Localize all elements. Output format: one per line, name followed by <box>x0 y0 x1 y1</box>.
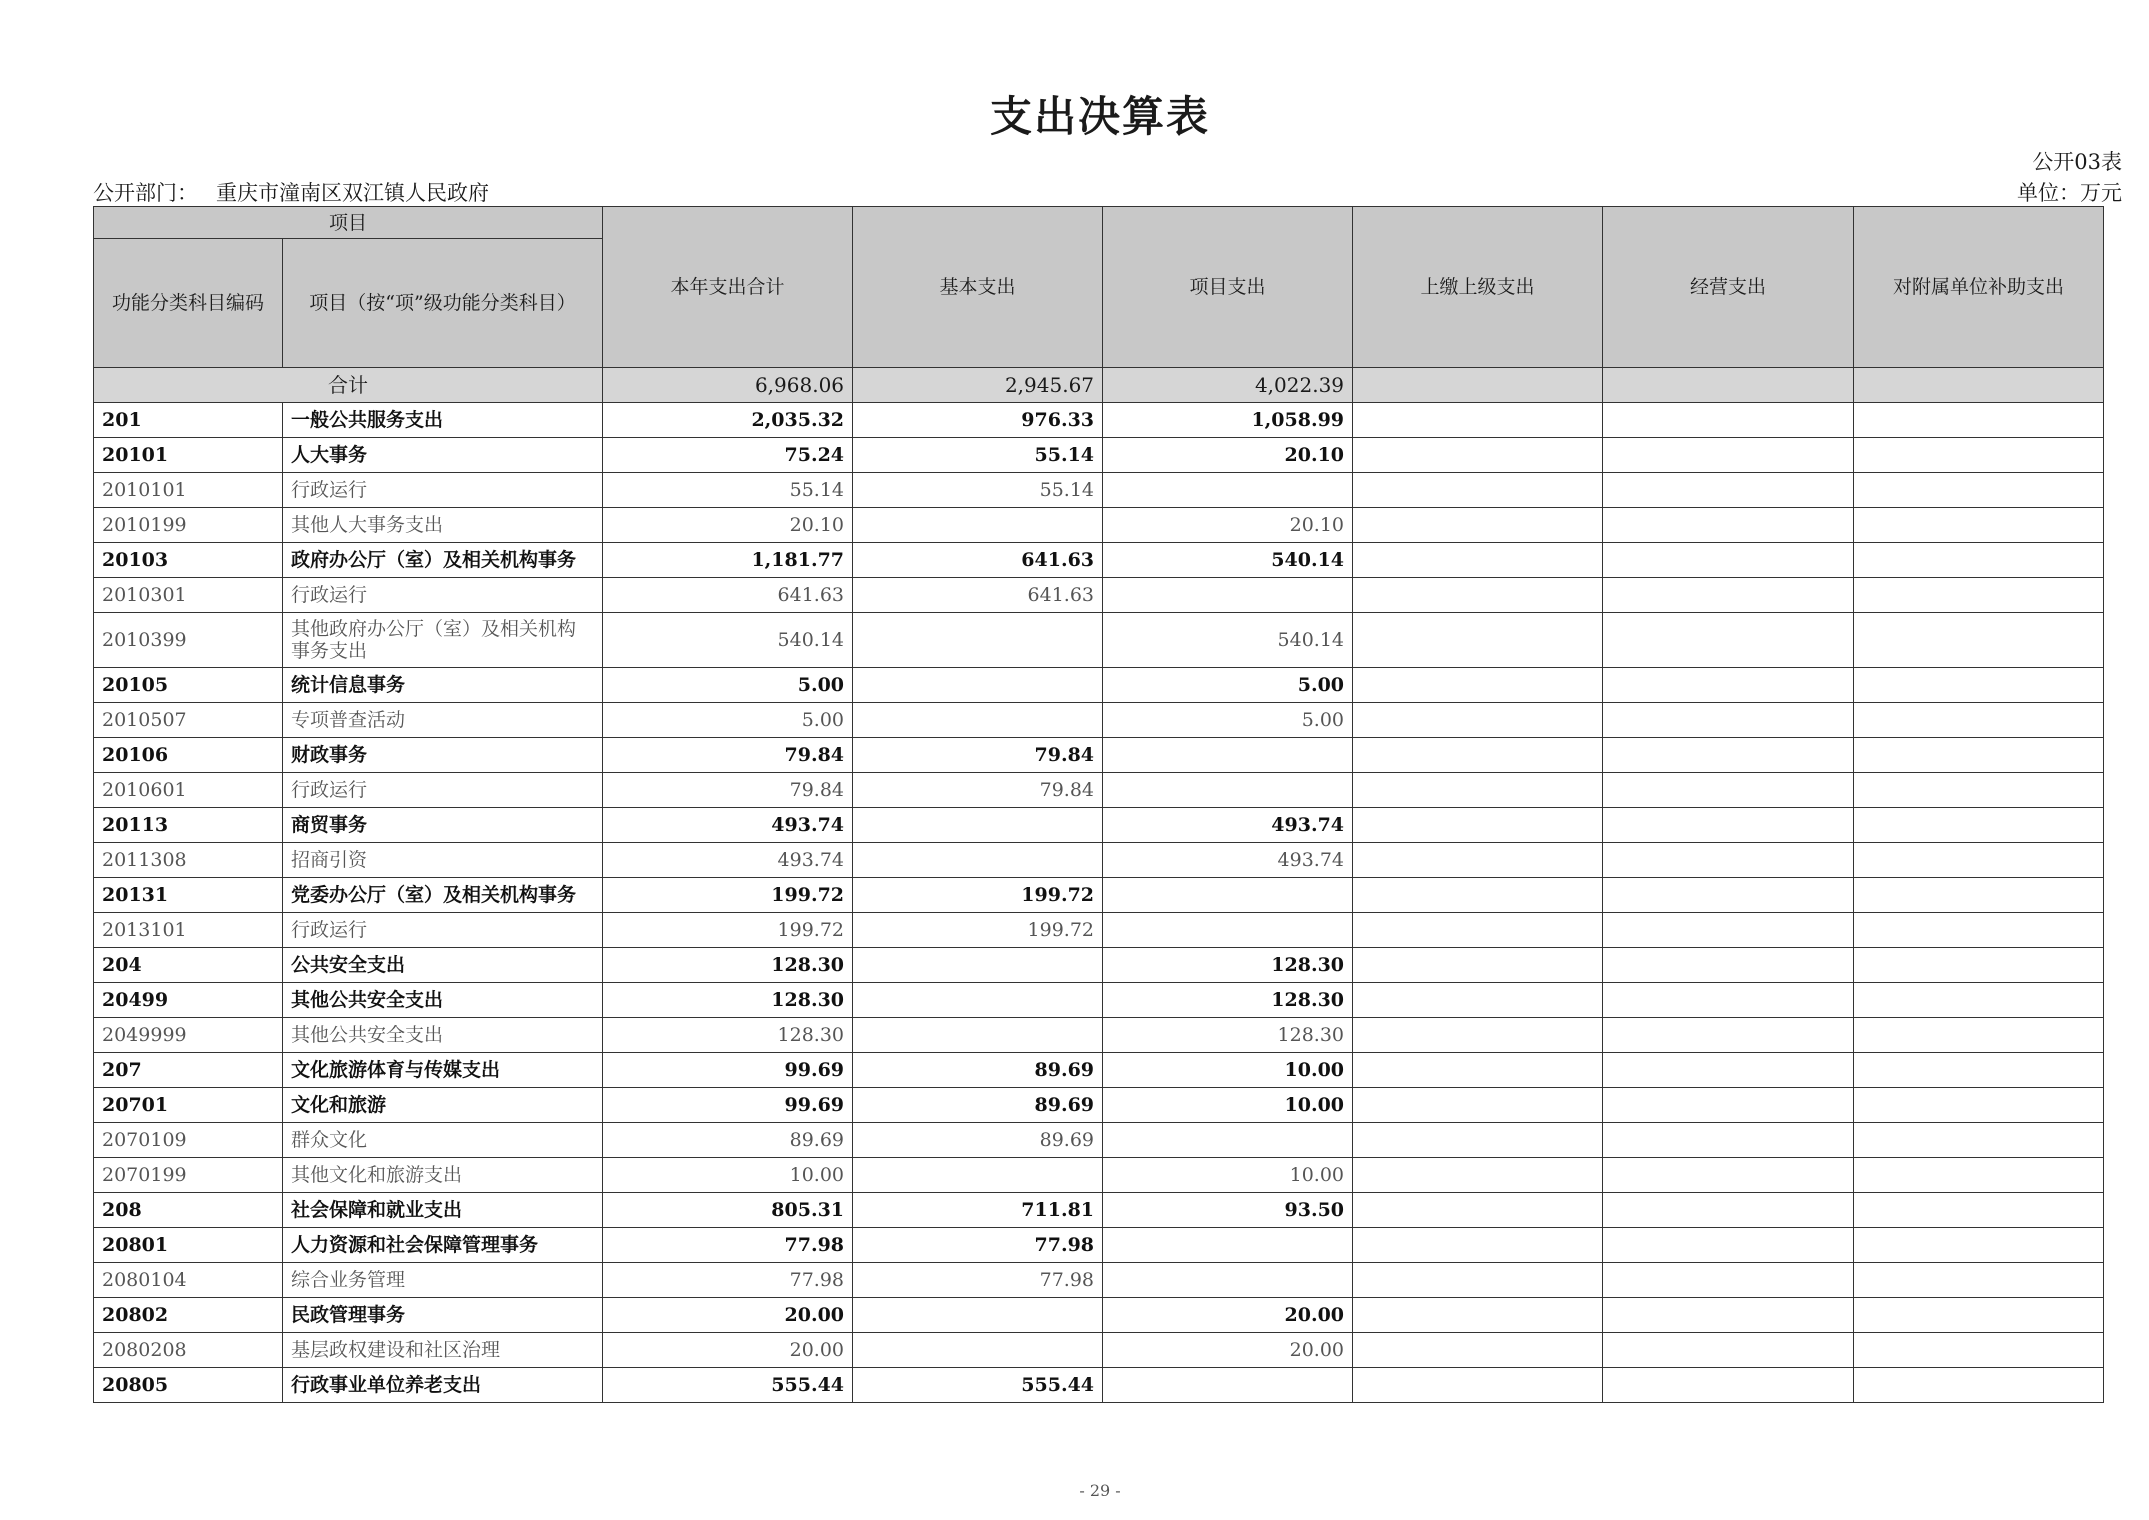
header-subsidy: 对附属单位补助支出 <box>1854 207 2104 368</box>
row-name: 党委办公厅（室）及相关机构事务 <box>283 878 603 913</box>
row-code: 20131 <box>94 878 283 913</box>
row-subsidy <box>1854 913 2104 948</box>
row-project: 10.00 <box>1103 1088 1353 1123</box>
row-business <box>1603 543 1854 578</box>
table-row <box>94 983 2104 1018</box>
row-project <box>1103 913 1353 948</box>
row-business <box>1603 1263 1854 1298</box>
row-business <box>1603 703 1854 738</box>
row-subsidy <box>1854 438 2104 473</box>
row-subsidy <box>1854 1193 2104 1228</box>
department-label: 公开部门： <box>93 181 198 205</box>
row-total: 128.30 <box>603 1018 853 1053</box>
form-number: 公开03表 <box>2032 150 2122 174</box>
row-business <box>1603 878 1854 913</box>
table-row <box>94 403 2104 438</box>
row-basic: 555.44 <box>853 1368 1103 1403</box>
row-name: 群众文化 <box>283 1123 603 1158</box>
row-name: 招商引资 <box>283 843 603 878</box>
row-name: 其他文化和旅游支出 <box>283 1158 603 1193</box>
row-subsidy <box>1854 403 2104 438</box>
row-code: 20499 <box>94 983 283 1018</box>
row-total: 540.14 <box>603 613 853 668</box>
row-basic: 711.81 <box>853 1193 1103 1228</box>
row-business <box>1603 738 1854 773</box>
row-total: 5.00 <box>603 668 853 703</box>
total-business <box>1603 368 1854 403</box>
table-row <box>94 703 2104 738</box>
row-business <box>1603 1158 1854 1193</box>
row-subsidy <box>1854 508 2104 543</box>
total-upper <box>1353 368 1603 403</box>
row-basic: 79.84 <box>853 738 1103 773</box>
table-row <box>94 1053 2104 1088</box>
row-total: 555.44 <box>603 1368 853 1403</box>
row-subsidy <box>1854 948 2104 983</box>
row-total: 805.31 <box>603 1193 853 1228</box>
row-basic <box>853 703 1103 738</box>
row-name: 行政运行 <box>283 473 603 508</box>
table-row <box>94 773 2104 808</box>
row-name: 商贸事务 <box>283 808 603 843</box>
row-total: 128.30 <box>603 983 853 1018</box>
total-project: 4,022.39 <box>1103 368 1353 403</box>
row-basic <box>853 808 1103 843</box>
row-basic: 89.69 <box>853 1053 1103 1088</box>
row-total: 199.72 <box>603 913 853 948</box>
row-name: 专项普查活动 <box>283 703 603 738</box>
header-business: 经营支出 <box>1603 207 1854 368</box>
row-name: 其他公共安全支出 <box>283 1018 603 1053</box>
row-basic: 77.98 <box>853 1263 1103 1298</box>
row-business <box>1603 1193 1854 1228</box>
row-project <box>1103 473 1353 508</box>
table-row <box>94 1228 2104 1263</box>
row-upper <box>1353 1193 1603 1228</box>
row-total: 10.00 <box>603 1158 853 1193</box>
row-name: 行政运行 <box>283 578 603 613</box>
total-row <box>94 368 2104 403</box>
row-name: 文化旅游体育与传媒支出 <box>283 1053 603 1088</box>
row-subsidy <box>1854 578 2104 613</box>
row-basic <box>853 1018 1103 1053</box>
row-upper <box>1353 1298 1603 1333</box>
row-basic: 641.63 <box>853 578 1103 613</box>
row-upper <box>1353 983 1603 1018</box>
row-total: 1,181.77 <box>603 543 853 578</box>
row-code: 2013101 <box>94 913 283 948</box>
row-business <box>1603 913 1854 948</box>
row-upper <box>1353 1333 1603 1368</box>
table-row <box>94 1193 2104 1228</box>
header-project: 项目支出 <box>1103 207 1353 368</box>
table-row <box>94 1123 2104 1158</box>
row-code: 2010101 <box>94 473 283 508</box>
row-code: 20105 <box>94 668 283 703</box>
table-row <box>94 543 2104 578</box>
row-business <box>1603 1368 1854 1403</box>
row-basic <box>853 668 1103 703</box>
department-line <box>93 177 489 207</box>
row-code: 2070109 <box>94 1123 283 1158</box>
header-upper: 上缴上级支出 <box>1353 207 1603 368</box>
row-subsidy <box>1854 1263 2104 1298</box>
total-basic: 2,945.67 <box>853 368 1103 403</box>
row-total: 79.84 <box>603 738 853 773</box>
row-basic <box>853 983 1103 1018</box>
row-subsidy <box>1854 1088 2104 1123</box>
row-basic: 89.69 <box>853 1088 1103 1123</box>
row-project: 20.00 <box>1103 1333 1353 1368</box>
row-upper <box>1353 703 1603 738</box>
row-name: 其他政府办公厅（室）及相关机构事务支出 <box>283 613 603 668</box>
row-total: 5.00 <box>603 703 853 738</box>
row-code: 207 <box>94 1053 283 1088</box>
total-amount: 6,968.06 <box>603 368 853 403</box>
row-business <box>1603 508 1854 543</box>
row-project: 5.00 <box>1103 668 1353 703</box>
department-name: 重庆市潼南区双江镇人民政府 <box>216 181 489 205</box>
row-business <box>1603 578 1854 613</box>
row-total: 128.30 <box>603 948 853 983</box>
row-upper <box>1353 1123 1603 1158</box>
row-upper <box>1353 738 1603 773</box>
row-upper <box>1353 1088 1603 1123</box>
row-code: 20113 <box>94 808 283 843</box>
row-name: 政府办公厅（室）及相关机构事务 <box>283 543 603 578</box>
row-total: 2,035.32 <box>603 403 853 438</box>
row-basic: 77.98 <box>853 1228 1103 1263</box>
row-basic: 55.14 <box>853 438 1103 473</box>
row-upper <box>1353 668 1603 703</box>
row-code: 204 <box>94 948 283 983</box>
row-upper <box>1353 948 1603 983</box>
row-name: 综合业务管理 <box>283 1263 603 1298</box>
header-total: 本年支出合计 <box>603 207 853 368</box>
row-subsidy <box>1854 878 2104 913</box>
row-project: 93.50 <box>1103 1193 1353 1228</box>
table-row <box>94 613 2104 668</box>
row-subsidy <box>1854 613 2104 668</box>
row-total: 77.98 <box>603 1263 853 1298</box>
table-row <box>94 1158 2104 1193</box>
row-project: 5.00 <box>1103 703 1353 738</box>
row-basic: 199.72 <box>853 878 1103 913</box>
table-row <box>94 1298 2104 1333</box>
row-basic <box>853 613 1103 668</box>
row-upper <box>1353 613 1603 668</box>
table-row <box>94 1333 2104 1368</box>
row-total: 641.63 <box>603 578 853 613</box>
row-name: 行政运行 <box>283 913 603 948</box>
row-upper <box>1353 473 1603 508</box>
row-business <box>1603 983 1854 1018</box>
table-row <box>94 843 2104 878</box>
row-code: 2010199 <box>94 508 283 543</box>
row-project <box>1103 878 1353 913</box>
row-code: 201 <box>94 403 283 438</box>
row-project: 10.00 <box>1103 1158 1353 1193</box>
row-business <box>1603 1123 1854 1158</box>
row-upper <box>1353 1263 1603 1298</box>
row-project: 128.30 <box>1103 1018 1353 1053</box>
header-name: 项目（按“项”级功能分类科目） <box>283 239 603 368</box>
row-total: 199.72 <box>603 878 853 913</box>
row-name: 财政事务 <box>283 738 603 773</box>
table-row <box>94 1018 2104 1053</box>
table-row <box>94 508 2104 543</box>
row-code: 20802 <box>94 1298 283 1333</box>
row-total: 75.24 <box>603 438 853 473</box>
table-row <box>94 1088 2104 1123</box>
row-business <box>1603 1298 1854 1333</box>
row-upper <box>1353 773 1603 808</box>
row-subsidy <box>1854 1368 2104 1403</box>
row-subsidy <box>1854 1298 2104 1333</box>
row-project <box>1103 773 1353 808</box>
row-upper <box>1353 913 1603 948</box>
row-code: 2049999 <box>94 1018 283 1053</box>
header-basic: 基本支出 <box>853 207 1103 368</box>
row-name: 人大事务 <box>283 438 603 473</box>
row-business <box>1603 1088 1854 1123</box>
row-basic: 89.69 <box>853 1123 1103 1158</box>
row-project <box>1103 1368 1353 1403</box>
row-basic: 199.72 <box>853 913 1103 948</box>
row-business <box>1603 1053 1854 1088</box>
row-basic <box>853 1298 1103 1333</box>
table-row <box>94 913 2104 948</box>
header-item-group: 项目 <box>94 207 603 239</box>
row-total: 20.00 <box>603 1298 853 1333</box>
row-business <box>1603 948 1854 983</box>
total-subsidy <box>1854 368 2104 403</box>
row-total: 20.00 <box>603 1333 853 1368</box>
unit-label: 单位：万元 <box>2017 181 2122 205</box>
row-project: 1,058.99 <box>1103 403 1353 438</box>
row-business <box>1603 668 1854 703</box>
row-upper <box>1353 1018 1603 1053</box>
row-upper <box>1353 1053 1603 1088</box>
row-subsidy <box>1854 983 2104 1018</box>
row-upper <box>1353 878 1603 913</box>
row-subsidy <box>1854 1333 2104 1368</box>
row-upper <box>1353 1158 1603 1193</box>
row-subsidy <box>1854 1123 2104 1158</box>
row-basic <box>853 843 1103 878</box>
row-business <box>1603 1018 1854 1053</box>
row-name: 社会保障和就业支出 <box>283 1193 603 1228</box>
row-business <box>1603 613 1854 668</box>
row-project <box>1103 578 1353 613</box>
row-subsidy <box>1854 1228 2104 1263</box>
table-row <box>94 878 2104 913</box>
row-name: 其他人大事务支出 <box>283 508 603 543</box>
row-subsidy <box>1854 703 2104 738</box>
row-project: 540.14 <box>1103 613 1353 668</box>
row-project: 20.10 <box>1103 438 1353 473</box>
row-code: 20101 <box>94 438 283 473</box>
row-code: 2080104 <box>94 1263 283 1298</box>
row-code: 2070199 <box>94 1158 283 1193</box>
row-project: 10.00 <box>1103 1053 1353 1088</box>
row-project <box>1103 738 1353 773</box>
table-row <box>94 808 2104 843</box>
row-total: 99.69 <box>603 1053 853 1088</box>
row-project <box>1103 1263 1353 1298</box>
row-name: 民政管理事务 <box>283 1298 603 1333</box>
row-total: 55.14 <box>603 473 853 508</box>
row-name: 人力资源和社会保障管理事务 <box>283 1228 603 1263</box>
row-basic <box>853 948 1103 983</box>
row-project: 493.74 <box>1103 808 1353 843</box>
row-code: 20103 <box>94 543 283 578</box>
row-code: 2080208 <box>94 1333 283 1368</box>
row-basic: 641.63 <box>853 543 1103 578</box>
row-basic: 976.33 <box>853 403 1103 438</box>
row-subsidy <box>1854 738 2104 773</box>
row-basic: 55.14 <box>853 473 1103 508</box>
row-upper <box>1353 508 1603 543</box>
row-upper <box>1353 403 1603 438</box>
row-code: 20805 <box>94 1368 283 1403</box>
row-subsidy <box>1854 1053 2104 1088</box>
row-subsidy <box>1854 543 2104 578</box>
row-business <box>1603 438 1854 473</box>
row-name: 公共安全支出 <box>283 948 603 983</box>
row-name: 统计信息事务 <box>283 668 603 703</box>
row-business <box>1603 773 1854 808</box>
table-row <box>94 578 2104 613</box>
row-project: 128.30 <box>1103 983 1353 1018</box>
row-name: 基层政权建设和社区治理 <box>283 1333 603 1368</box>
row-total: 99.69 <box>603 1088 853 1123</box>
row-code: 20701 <box>94 1088 283 1123</box>
row-project <box>1103 1228 1353 1263</box>
row-business <box>1603 403 1854 438</box>
table-row <box>94 668 2104 703</box>
row-subsidy <box>1854 668 2104 703</box>
row-total: 79.84 <box>603 773 853 808</box>
row-subsidy <box>1854 808 2104 843</box>
row-total: 493.74 <box>603 843 853 878</box>
row-upper <box>1353 1368 1603 1403</box>
row-code: 2010301 <box>94 578 283 613</box>
row-total: 20.10 <box>603 508 853 543</box>
row-business <box>1603 1333 1854 1368</box>
table-row <box>94 1368 2104 1403</box>
row-code: 2010601 <box>94 773 283 808</box>
row-basic <box>853 508 1103 543</box>
row-basic: 79.84 <box>853 773 1103 808</box>
table-row <box>94 738 2104 773</box>
expenditure-table <box>93 206 2104 1403</box>
row-business <box>1603 808 1854 843</box>
row-total: 493.74 <box>603 808 853 843</box>
row-code: 20801 <box>94 1228 283 1263</box>
row-total: 77.98 <box>603 1228 853 1263</box>
row-project <box>1103 1123 1353 1158</box>
row-code: 20106 <box>94 738 283 773</box>
row-name: 一般公共服务支出 <box>283 403 603 438</box>
row-name: 行政事业单位养老支出 <box>283 1368 603 1403</box>
row-project: 493.74 <box>1103 843 1353 878</box>
row-upper <box>1353 1228 1603 1263</box>
row-subsidy <box>1854 1158 2104 1193</box>
row-subsidy <box>1854 473 2104 508</box>
page-title: 支出决算表 <box>989 92 1210 141</box>
row-subsidy <box>1854 773 2104 808</box>
row-upper <box>1353 843 1603 878</box>
row-code: 208 <box>94 1193 283 1228</box>
row-business <box>1603 1228 1854 1263</box>
row-basic <box>853 1333 1103 1368</box>
table-row <box>94 948 2104 983</box>
row-project: 20.10 <box>1103 508 1353 543</box>
row-name: 其他公共安全支出 <box>283 983 603 1018</box>
row-code: 2010507 <box>94 703 283 738</box>
row-upper <box>1353 578 1603 613</box>
row-project: 20.00 <box>1103 1298 1353 1333</box>
header-code: 功能分类科目编码 <box>94 239 283 368</box>
row-code: 2011308 <box>94 843 283 878</box>
row-upper <box>1353 438 1603 473</box>
row-business <box>1603 473 1854 508</box>
page-number: - 29 - <box>1079 1481 1121 1500</box>
row-subsidy <box>1854 843 2104 878</box>
total-label: 合计 <box>94 368 603 403</box>
table-row <box>94 438 2104 473</box>
row-project: 128.30 <box>1103 948 1353 983</box>
row-upper <box>1353 808 1603 843</box>
row-name: 行政运行 <box>283 773 603 808</box>
row-basic <box>853 1158 1103 1193</box>
row-business <box>1603 843 1854 878</box>
table-row <box>94 1263 2104 1298</box>
row-code: 2010399 <box>94 613 283 668</box>
row-total: 89.69 <box>603 1123 853 1158</box>
table-row <box>94 473 2104 508</box>
row-name: 文化和旅游 <box>283 1088 603 1123</box>
row-upper <box>1353 543 1603 578</box>
row-project: 540.14 <box>1103 543 1353 578</box>
row-subsidy <box>1854 1018 2104 1053</box>
